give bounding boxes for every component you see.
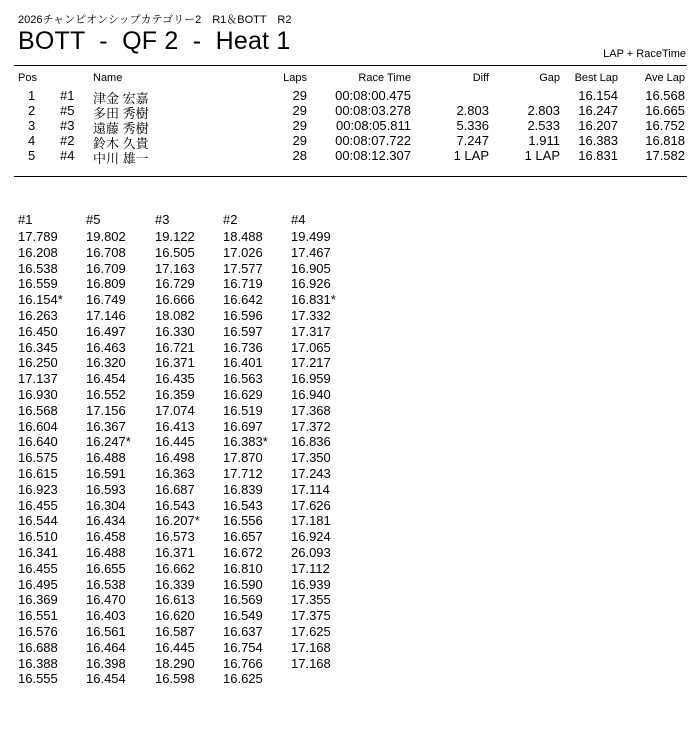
lap-time: 17.577 — [223, 260, 263, 276]
cell-kart-number: #1 — [60, 88, 75, 103]
cell-gap: 1.911 — [528, 133, 560, 148]
cell-gap: 1 LAP — [524, 148, 560, 163]
results-header-row — [14, 72, 687, 88]
lap-time: 16.926 — [291, 276, 331, 292]
lap-time: 16.666 — [155, 292, 195, 308]
results-body — [14, 88, 687, 166]
lap-time: 16.304 — [86, 497, 126, 513]
lap-time: 16.959 — [291, 371, 331, 387]
lap-column-header: #2 — [223, 212, 238, 227]
lap-time: 16.640 — [18, 434, 58, 450]
lap-time: 18.488 — [223, 229, 263, 244]
lap-time: 16.923 — [18, 481, 58, 497]
lap-time: 16.363 — [155, 465, 195, 481]
lap-time: 17.350 — [291, 450, 331, 466]
cell-kart-number: #4 — [60, 148, 75, 163]
lap-time: 16.551 — [18, 608, 58, 624]
lap-time: 16.543 — [223, 497, 263, 513]
lap-time: 16.563 — [223, 371, 263, 387]
lap-time: 18.082 — [155, 307, 195, 323]
lap-time: 16.519 — [223, 402, 263, 418]
lap-time: 16.445 — [155, 639, 195, 655]
lap-column-header: #3 — [155, 212, 170, 227]
lap-time: 16.388 — [18, 655, 58, 671]
lap-time: 16.434 — [86, 513, 126, 529]
lap-time: 16.435 — [155, 371, 195, 387]
lap-time: 16.488 — [86, 450, 126, 466]
lap-column — [86, 212, 156, 687]
lap-time: 16.454 — [86, 371, 126, 387]
cell-kart-number: #2 — [60, 133, 75, 148]
lap-time: 16.470 — [86, 592, 126, 608]
lap-time: 16.708 — [86, 244, 126, 260]
cell-pos: 5 — [28, 148, 36, 163]
page-title: BOTT - QF 2 - Heat 1 — [18, 27, 291, 55]
col-header-gap: Gap — [539, 72, 560, 84]
table-row — [14, 103, 687, 121]
lap-time: 16.629 — [223, 386, 263, 402]
lap-time: 16.615 — [18, 465, 58, 481]
cell-best-lap: 16.383 — [578, 133, 618, 148]
cell-ave-lap: 16.752 — [645, 118, 685, 133]
lap-time: 16.398 — [86, 655, 126, 671]
table-row — [14, 133, 687, 151]
lap-time: 16.561 — [86, 623, 126, 639]
lap-time: 26.093 — [291, 544, 331, 560]
lap-column-header: #4 — [291, 212, 306, 227]
col-header-race-time: Race Time — [358, 72, 411, 84]
cell-race-time: 00:08:05.811 — [336, 118, 411, 133]
lap-time: 16.556 — [223, 513, 263, 529]
cell-diff: 1 LAP — [453, 148, 489, 163]
lap-time: 16.463 — [86, 339, 126, 355]
lap-time: 16.568 — [18, 402, 58, 418]
lap-time: 17.625 — [291, 623, 331, 639]
lap-time: 16.831* — [291, 292, 336, 308]
lap-time: 16.809 — [86, 276, 126, 292]
cell-driver-name: 多田 秀樹 — [93, 106, 149, 121]
lap-time: 16.552 — [86, 386, 126, 402]
lap-time: 16.754 — [223, 639, 263, 655]
col-header-diff: Diff — [472, 72, 489, 84]
lap-time: 16.575 — [18, 450, 58, 466]
lap-time: 17.372 — [291, 418, 331, 434]
lap-time: 16.576 — [18, 623, 58, 639]
lap-time: 16.413 — [155, 418, 195, 434]
lap-time: 17.626 — [291, 497, 331, 513]
lap-column — [155, 212, 225, 687]
event-subtitle: 2026チャンピオンシップカテゴリー2 R1＆BOTT R2 — [18, 14, 292, 26]
lap-time: 16.590 — [223, 576, 263, 592]
lap-time: 17.467 — [291, 244, 331, 260]
lap-time: 16.263 — [18, 307, 58, 323]
lap-time: 17.870 — [223, 450, 263, 466]
lap-time: 16.598 — [155, 671, 195, 687]
lap-time: 16.383* — [223, 434, 268, 450]
lap-time: 17.355 — [291, 592, 331, 608]
lap-time: 17.065 — [291, 339, 331, 355]
lap-time: 16.339 — [155, 576, 195, 592]
cell-ave-lap: 16.818 — [645, 133, 685, 148]
col-header-ave-lap: Ave Lap — [644, 72, 685, 84]
report-mode-label: LAP + RaceTime — [603, 48, 686, 60]
lap-time: 16.573 — [155, 529, 195, 545]
cell-diff: 7.247 — [456, 133, 489, 148]
cell-kart-number: #5 — [60, 103, 75, 118]
lap-time: 16.464 — [86, 639, 126, 655]
results-divider — [14, 176, 687, 177]
lap-time: 16.749 — [86, 292, 126, 308]
cell-gap: 2.533 — [527, 118, 560, 133]
lap-time: 16.940 — [291, 386, 331, 402]
lap-time: 16.930 — [18, 386, 58, 402]
lap-time: 16.154* — [18, 292, 63, 308]
lap-time: 16.367 — [86, 418, 126, 434]
lap-time: 16.330 — [155, 323, 195, 339]
lap-time: 16.736 — [223, 339, 263, 355]
lap-time: 16.454 — [86, 671, 126, 687]
header-divider — [14, 65, 687, 66]
lap-time: 17.137 — [18, 371, 58, 387]
cell-driver-name: 津金 宏嘉 — [93, 91, 149, 106]
lap-time: 16.729 — [155, 276, 195, 292]
col-header-laps: Laps — [283, 72, 307, 84]
lap-time: 16.208 — [18, 244, 58, 260]
lap-time: 16.341 — [18, 544, 58, 560]
lap-time: 16.510 — [18, 529, 58, 545]
lap-time: 16.719 — [223, 276, 263, 292]
cell-ave-lap: 17.582 — [645, 148, 685, 163]
lap-time: 16.657 — [223, 529, 263, 545]
cell-pos: 2 — [28, 103, 36, 118]
cell-pos: 4 — [28, 133, 36, 148]
cell-best-lap: 16.831 — [578, 148, 618, 163]
lap-time: 17.332 — [291, 307, 331, 323]
lap-time: 16.247* — [86, 434, 131, 450]
lap-time: 17.026 — [223, 244, 263, 260]
cell-ave-lap: 16.665 — [645, 103, 685, 118]
lap-time: 16.505 — [155, 244, 195, 260]
lap-time: 16.672 — [223, 544, 263, 560]
lap-time: 16.498 — [155, 450, 195, 466]
lap-time: 16.697 — [223, 418, 263, 434]
lap-time: 16.549 — [223, 608, 263, 624]
lap-time: 16.642 — [223, 292, 263, 308]
lap-time: 16.543 — [155, 497, 195, 513]
cell-gap: 2.803 — [527, 103, 560, 118]
lap-column-header: #1 — [18, 212, 33, 227]
lap-time: 16.371 — [155, 544, 195, 560]
cell-driver-name: 鈴木 久貴 — [93, 136, 149, 151]
lap-time: 18.290 — [155, 655, 195, 671]
lap-time: 16.403 — [86, 608, 126, 624]
lap-time: 16.836 — [291, 434, 331, 450]
lap-time: 16.488 — [86, 544, 126, 560]
cell-kart-number: #3 — [60, 118, 75, 133]
lap-time: 16.455 — [18, 497, 58, 513]
lap-time: 16.905 — [291, 260, 331, 276]
lap-time: 16.544 — [18, 513, 58, 529]
lap-time: 16.555 — [18, 671, 58, 687]
lap-time: 16.597 — [223, 323, 263, 339]
lap-time: 17.168 — [291, 655, 331, 671]
lap-time: 16.810 — [223, 560, 263, 576]
lap-time: 17.789 — [18, 229, 58, 244]
cell-laps: 29 — [292, 118, 307, 133]
lap-time: 16.587 — [155, 623, 195, 639]
lap-time: 17.146 — [86, 307, 126, 323]
lap-time: 16.569 — [223, 592, 263, 608]
lap-time: 16.559 — [18, 276, 58, 292]
cell-laps: 29 — [292, 133, 307, 148]
lap-time: 16.401 — [223, 355, 263, 371]
lap-column — [18, 212, 88, 687]
lap-time: 16.450 — [18, 323, 58, 339]
lap-time: 17.114 — [291, 481, 330, 497]
lap-time: 16.604 — [18, 418, 58, 434]
lap-time: 17.317 — [291, 323, 331, 339]
lap-time: 16.655 — [86, 560, 126, 576]
cell-pos: 1 — [28, 88, 36, 103]
lap-time: 16.445 — [155, 434, 195, 450]
lap-time: 17.217 — [291, 355, 331, 371]
lap-time: 16.497 — [86, 323, 126, 339]
lap-time: 16.709 — [86, 260, 126, 276]
lap-time: 16.637 — [223, 623, 263, 639]
lap-time: 16.371 — [155, 355, 195, 371]
lap-time: 17.368 — [291, 402, 331, 418]
cell-ave-lap: 16.568 — [645, 88, 685, 103]
cell-diff: 2.803 — [456, 103, 489, 118]
lap-time: 16.207* — [155, 513, 200, 529]
lap-time: 17.181 — [291, 513, 331, 529]
cell-race-time: 00:08:12.307 — [335, 148, 411, 163]
lap-time: 16.538 — [86, 576, 126, 592]
cell-race-time: 00:08:07.722 — [335, 133, 411, 148]
lap-time: 17.074 — [155, 402, 195, 418]
table-row — [14, 118, 687, 136]
lap-time: 17.712 — [223, 465, 263, 481]
cell-race-time: 00:08:03.278 — [335, 103, 411, 118]
lap-time: 19.499 — [291, 229, 331, 244]
lap-time: 16.369 — [18, 592, 58, 608]
lap-time: 17.156 — [86, 402, 126, 418]
cell-best-lap: 16.247 — [578, 103, 618, 118]
lap-time: 17.243 — [291, 465, 331, 481]
lap-time: 16.359 — [155, 386, 195, 402]
lap-column — [223, 212, 293, 687]
lap-time: 16.495 — [18, 576, 58, 592]
lap-time: 16.766 — [223, 655, 263, 671]
lap-time: 17.112 — [291, 560, 330, 576]
results-table — [14, 72, 687, 166]
lap-time: 16.596 — [223, 307, 263, 323]
lap-time: 16.591 — [86, 465, 126, 481]
lap-time: 16.320 — [86, 355, 126, 371]
cell-pos: 3 — [28, 118, 36, 133]
lap-time: 16.924 — [291, 529, 331, 545]
col-header-pos: Pos — [18, 72, 37, 84]
cell-laps: 28 — [292, 148, 307, 163]
cell-laps: 29 — [292, 88, 307, 103]
lap-time: 16.458 — [86, 529, 126, 545]
lap-time: 16.688 — [18, 639, 58, 655]
lap-time: 17.163 — [155, 260, 195, 276]
lap-column-header: #5 — [86, 212, 101, 227]
cell-best-lap: 16.207 — [578, 118, 618, 133]
cell-race-time: 00:08:00.475 — [335, 88, 411, 103]
lap-column — [291, 212, 361, 671]
lap-time: 16.939 — [291, 576, 331, 592]
lap-time: 19.802 — [86, 229, 126, 244]
cell-diff: 5.336 — [456, 118, 489, 133]
lap-time: 16.345 — [18, 339, 58, 355]
lap-time: 16.538 — [18, 260, 58, 276]
lap-time: 16.250 — [18, 355, 58, 371]
col-header-best-lap: Best Lap — [574, 72, 618, 84]
lap-time: 16.455 — [18, 560, 58, 576]
lap-time: 16.613 — [155, 592, 195, 608]
cell-driver-name: 中川 雄一 — [93, 151, 149, 166]
table-row — [14, 148, 687, 166]
lap-time: 16.687 — [155, 481, 195, 497]
lap-time: 16.721 — [155, 339, 195, 355]
cell-driver-name: 遠藤 秀樹 — [93, 121, 149, 136]
lap-time: 17.375 — [291, 608, 331, 624]
lap-time: 16.620 — [155, 608, 195, 624]
col-header-name: Name — [93, 72, 123, 84]
table-row — [14, 88, 687, 106]
lap-time: 19.122 — [155, 229, 195, 244]
cell-best-lap: 16.154 — [578, 88, 618, 103]
lap-time: 17.168 — [291, 639, 331, 655]
lap-time: 16.593 — [86, 481, 126, 497]
lap-time: 16.839 — [223, 481, 263, 497]
cell-laps: 29 — [292, 103, 307, 118]
lap-time: 16.625 — [223, 671, 263, 687]
lap-time: 16.662 — [155, 560, 195, 576]
